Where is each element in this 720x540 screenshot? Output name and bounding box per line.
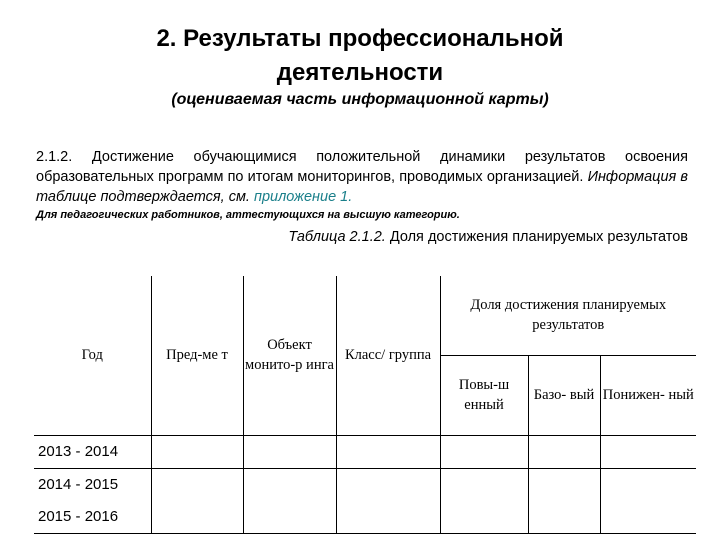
table-cell [243, 435, 336, 468]
table-cell [440, 468, 528, 533]
page-subtitle: (оцениваемая часть информационной карты) [171, 91, 549, 108]
table-cell [336, 468, 440, 533]
header-share: Доля достижения планируемых результатов [440, 276, 696, 355]
table-caption [288, 229, 688, 245]
table-cell [600, 435, 696, 468]
paragraph-main-text: 2.1.2. Достижение обучающимися положительной динамики результатов освоения образовательных программ по итогам мониторингов, проводимых организацией. [36, 149, 688, 185]
table-caption-text: Доля достижения планируемых результатов [385, 229, 688, 245]
appendix-link[interactable]: приложение 1. [253, 189, 353, 205]
table-cell [600, 468, 696, 533]
table-cell [440, 435, 528, 468]
title-line-2: деятельности [276, 59, 444, 86]
table-cell [528, 435, 600, 468]
table-cell [151, 435, 243, 468]
paragraph-italic-text: Информация в таблице подтверждается, см. [36, 169, 688, 205]
year-cell: 2013 - 2014 [34, 435, 151, 468]
table-row [34, 435, 696, 468]
table-row [34, 468, 696, 533]
header-subject: Пред-ме т [151, 276, 243, 435]
table-cell [151, 468, 243, 533]
table-cell [336, 435, 440, 468]
header-class: Класс/ группа [336, 276, 440, 435]
results-table [34, 276, 696, 534]
year-cell: 2014 - 2015 2015 - 2016 [34, 468, 151, 533]
title-line-1: 2. Результаты профессиональной [156, 25, 564, 52]
page-title [40, 22, 680, 90]
header-base: Базо- вый [528, 355, 600, 435]
header-year: Год [34, 276, 151, 435]
header-object: Объект монито-р инга [243, 276, 336, 435]
header-low: Понижен- ный [600, 355, 696, 435]
table-cell [243, 468, 336, 533]
header-high: Повы-ш енный [440, 355, 528, 435]
table-cell [528, 468, 600, 533]
category-note: Для педагогических работников, аттестующихся на высшую категорию. [36, 209, 460, 221]
section-paragraph [36, 147, 688, 207]
table-caption-label: Таблица 2.1.2. [288, 229, 386, 245]
